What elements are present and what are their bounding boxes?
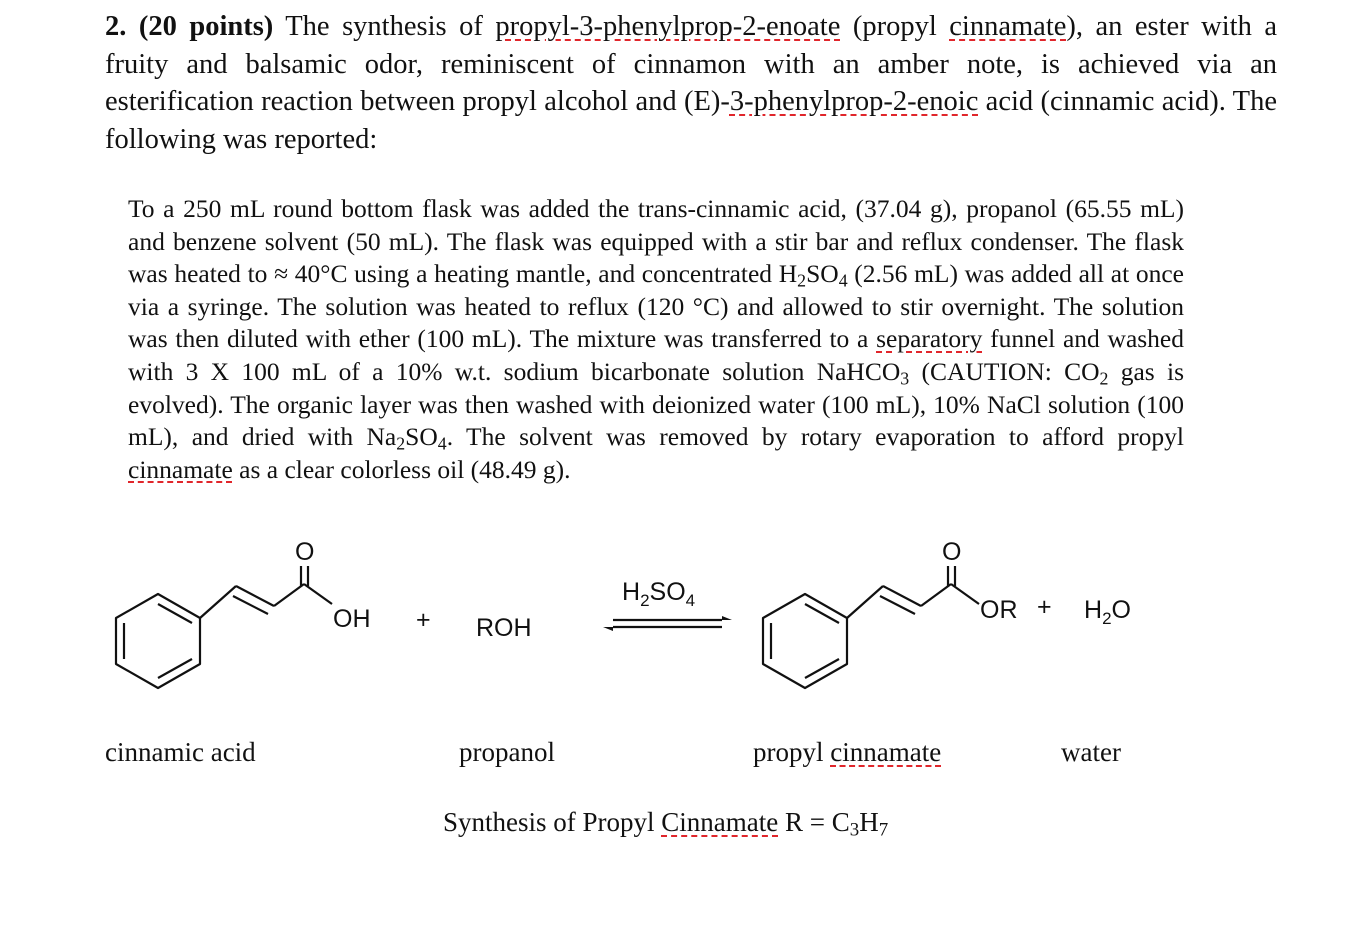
double-bond [883,586,921,606]
spellcheck-word: separatory [876,324,983,354]
roh-label: ROH [476,614,532,642]
reverse-arrowhead [603,627,613,631]
procedure-text: . The solvent was removed by rotary evaporation to afford propyl [446,422,1184,452]
procedure-paragraph [128,193,1184,486]
procedure-text: funnel and washed with 3 X 100 mL of a 10% w.t. sodium bicarbonate solution NaHCO [128,324,1184,386]
forward-arrowhead [722,616,732,620]
plus-sign: + [1037,593,1052,621]
double-bond [236,586,274,606]
spellcheck-word: cinnamate [949,11,1067,42]
procedure-text: (2.56 mL) was added all at once via a syringe. The solution was heated to reflux (120 °C) and allowed to stir overnight. The solution was then diluted with ether (100 mL). The mixture was transferred to a [128,259,1184,354]
bond [921,584,951,606]
benzene-ring [116,594,200,688]
label-propanol: propanol [459,737,555,767]
procedure-text: To a 250 mL round bottom flask was added the trans-cinnamic acid, (37.04 g), propanol (65.55 mL) and benzene solvent (50 mL). The flask was equipped with a stir bar and reflux condenser. The flask was heated to ≈ 40°C using a heating mantle, and concentrated H [128,194,1184,289]
caption-text: R = C [778,807,850,837]
carbonyl-oxygen: O [942,538,962,566]
bond [200,586,236,618]
subscript: 4 [437,433,447,454]
subscript: 3 [900,368,910,389]
ester-or-label: OR [980,596,1018,624]
subscript: 2 [797,270,807,291]
label-cinnamic-acid: cinnamic acid [105,737,256,767]
plus-sign: + [416,606,431,634]
spellcheck-word: cinnamate [830,737,942,767]
spellcheck-word: propyl-3-phenylprop-2-enoate [495,11,841,42]
catalyst-label: H2SO4 [622,578,696,610]
procedure-text: SO [806,259,839,289]
question-text-part: acid (cinnamic acid). The following was reported: [105,86,1277,155]
caption-text: H [859,807,879,837]
spellcheck-word: 3-phenylprop-2-enoic [729,86,979,117]
subscript: 3 [849,819,860,841]
label-text: propyl [753,737,831,767]
bond [951,584,979,604]
benzene-ring [763,594,847,688]
carbonyl-oxygen: O [295,538,315,566]
double-bond [233,596,268,614]
bond [847,586,883,618]
spellcheck-word: cinnamate [128,454,233,484]
label-propyl-cinnamate [753,736,941,768]
question-text-part: The synthesis of [273,11,496,42]
question-text-part: ), an ester with a fruity and balsamic odor, reminiscent of cinnamon with an amber note, is achieved via an esterification reaction between propyl alcohol and (E)- [105,11,1277,117]
question-text-part: (propyl [840,11,950,42]
subscript: 7 [878,819,889,841]
procedure-text: as a clear colorless oil (48.49 g). [232,454,571,484]
procedure-text: (CAUTION: CO [909,356,1100,386]
subscript: 2 [396,433,406,454]
procedure-text: SO [405,422,438,452]
double-bond [880,596,915,614]
question-number: 2. (20 points) [105,11,274,42]
spellcheck-word: Cinnamate [661,807,779,837]
water-formula: H2O [1084,596,1131,628]
reaction-scheme [0,520,1346,720]
subscript: 2 [1099,368,1109,389]
subscript: 4 [838,270,848,291]
bond [274,584,304,606]
hydroxyl-label: OH [333,605,371,633]
procedure-text: gas is evolved). The organic layer was then washed with deionized water (100 mL), 10% NaCl solution (100 mL), and dried with Na [128,356,1185,452]
label-water: water [1061,737,1121,767]
question-text [105,8,1277,158]
bond [304,584,332,604]
scheme-caption [443,806,889,841]
caption-text: Synthesis of Propyl [443,807,662,837]
